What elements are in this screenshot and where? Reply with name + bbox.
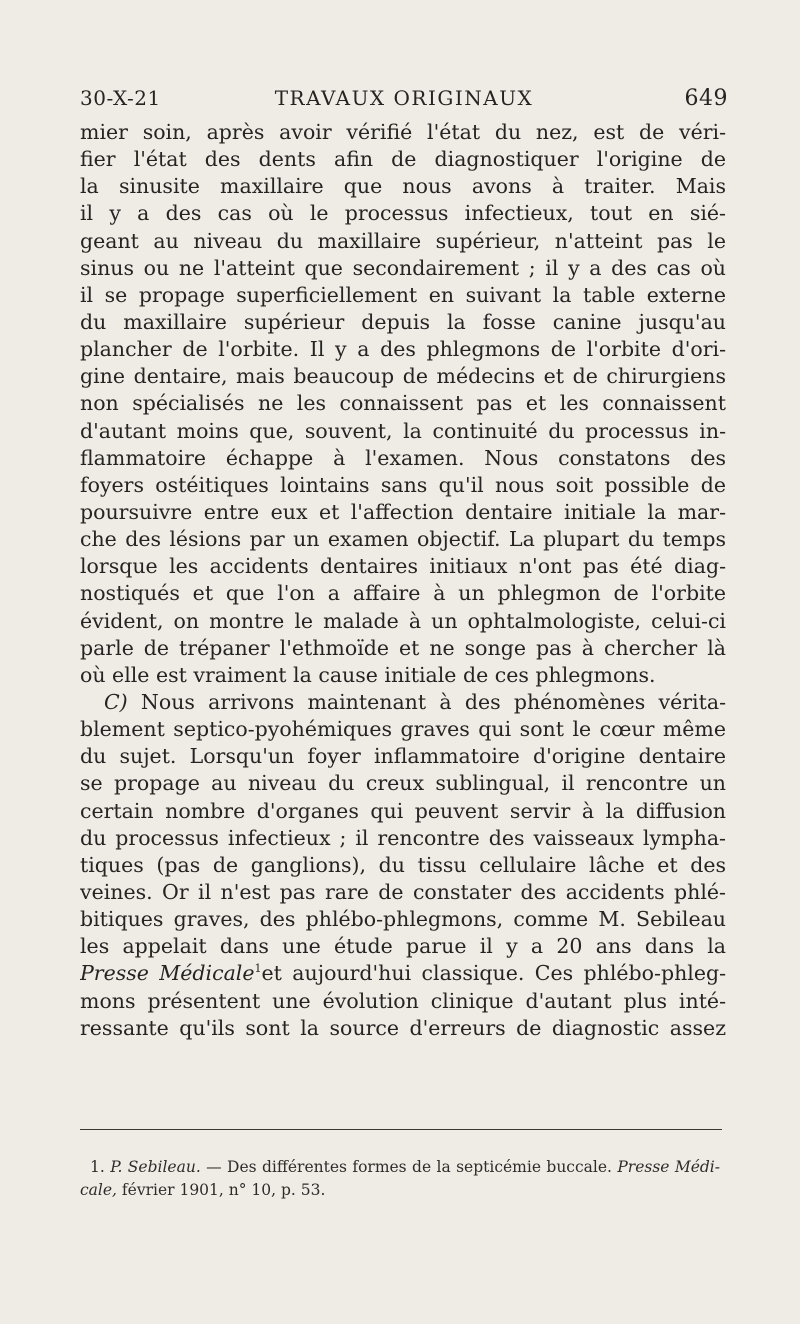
text-line: évident, on montre le malade à un ophtalmologiste, celui-ci	[80, 608, 726, 633]
text-line: veines. Or il n'est pas rare de constater des accidents phlé-	[80, 879, 726, 904]
paragraph-c-first-line-text: Nous arrivons maintenant à des phénomènes vérita-	[127, 689, 726, 714]
header-date: 30-X-21	[80, 86, 161, 110]
text-line: la sinusite maxillaire que nous avons à traiter. Mais	[80, 174, 726, 199]
text-line: du processus infectieux ; il rencontre des vaisseaux lympha-	[80, 825, 726, 850]
footnote-line-2	[80, 1179, 720, 1202]
paragraph-c-end	[80, 988, 726, 1042]
presse-line	[80, 960, 726, 987]
text-line: les appelait dans une étude parue il y a 20 ans dans la	[80, 934, 726, 959]
footnote-line-1	[80, 1156, 720, 1179]
footnote-journal: Presse Médi-	[617, 1158, 720, 1176]
footnote-details: février 1901, n° 10, p. 53.	[116, 1181, 326, 1199]
journal-title: Presse Médicale	[80, 961, 255, 986]
paragraph-c	[80, 689, 726, 1042]
text-line: fier l'état des dents afin de diagnostiquer l'origine de	[80, 147, 726, 172]
footnote-journal-cont: cale,	[80, 1181, 117, 1199]
text-line: se propage au niveau du creux sublingual, il rencontre un	[80, 771, 726, 796]
text-line: poursuivre entre eux et l'affection dentaire initiale la mar-	[80, 499, 726, 524]
text-line: ressante qu'ils sont la source d'erreurs de diagnostic assez	[80, 1015, 726, 1040]
footnote-separator	[80, 1129, 722, 1130]
text-line: mons présentent une évolution clinique d'autant plus inté-	[80, 988, 726, 1013]
text-line: il y a des cas où le processus infectieux, tout en sié-	[80, 201, 726, 226]
text-line: non spécialisés ne les connaissent pas et les connaissent	[80, 391, 726, 416]
page-number: 649	[684, 86, 728, 111]
running-header	[80, 86, 728, 116]
text-line: plancher de l'orbite. Il y a des phlegmons de l'orbite d'ori-	[80, 337, 726, 362]
text-line: où elle est vraiment la cause initiale de ces phlegmons.	[80, 662, 656, 687]
text-line: certain nombre d'organes qui peuvent servir à la diffusion	[80, 798, 726, 823]
presse-line-rest: et aujourd'hui classique. Ces phlébo-phleg-	[261, 961, 726, 986]
text-line: lorsque les accidents dentaires initiaux n'ont pas été diag-	[80, 554, 726, 579]
text-line: gine dentaire, mais beaucoup de médecins et de chirurgiens	[80, 364, 726, 389]
paragraph-c-first-line	[80, 689, 726, 716]
text-line: geant au niveau du maxillaire supérieur, n'atteint pas le	[80, 228, 726, 253]
footnote	[80, 1156, 720, 1202]
text-line: bitiques graves, des phlébo-phlegmons, comme M. Sebileau	[80, 907, 726, 932]
text-line: du sujet. Lorsqu'un foyer inflammatoire d'origine dentaire	[80, 744, 726, 769]
text-line: tiques (pas de ganglions), du tissu cellulaire lâche et des	[80, 852, 726, 877]
text-line: nostiqués et que l'on a affaire à un phlegmon de l'orbite	[80, 581, 726, 606]
text-line: sinus ou ne l'atteint que secondairement ; il y a des cas où	[80, 255, 726, 280]
text-line: foyers ostéitiques lointains sans qu'il nous soit possible de	[80, 472, 726, 497]
text-line: d'autant moins que, souvent, la continuité du processus in-	[80, 418, 726, 443]
text-line: il se propage superficiellement en suivant la table externe	[80, 282, 726, 307]
text-line: du maxillaire supérieur depuis la fosse canine jusqu'au	[80, 309, 726, 334]
header-title: TRAVAUX ORIGINAUX	[274, 86, 534, 110]
paragraph-c-lines	[80, 716, 726, 960]
text-line: mier soin, après avoir vérifié l'état du nez, est de véri-	[80, 120, 726, 144]
text-line: parle de trépaner l'ethmoïde et ne songe pas à chercher là	[80, 635, 726, 660]
footnote-number: 1.	[90, 1158, 105, 1176]
main-text	[80, 119, 726, 1042]
footnote-text: — Des différentes formes de la septicémie buccale.	[200, 1158, 618, 1176]
text-line: che des lésions par un examen objectif. La plupart du temps	[80, 527, 726, 552]
footnote-author: P. Sebileau.	[110, 1158, 201, 1176]
paragraph-continued	[80, 119, 726, 689]
text-line: blement septico-pyohémiques graves qui sont le cœur même	[80, 717, 726, 742]
section-label: C)	[104, 689, 128, 714]
footnote-marker: 1	[254, 962, 262, 976]
text-line: flammatoire échappe à l'examen. Nous constatons des	[80, 445, 726, 470]
